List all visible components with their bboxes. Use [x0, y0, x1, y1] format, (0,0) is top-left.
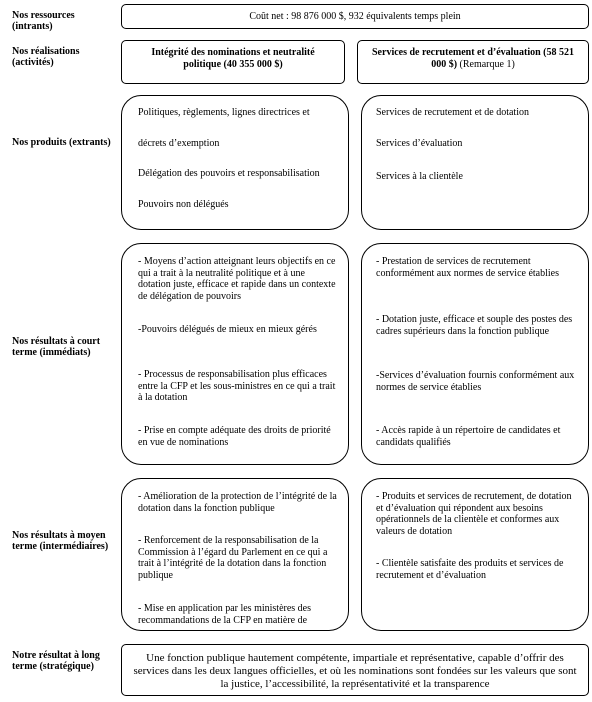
- output-left-item: Pouvoirs non délégués: [138, 199, 229, 210]
- short-term-left-item: - Prise en compte adéquate des droits de priorité en vue de nominations: [138, 425, 331, 448]
- label-court-terme: Nos résultats à court terme (immédiats): [12, 336, 101, 358]
- medium-term-left-item: - Mise en application par les ministères des recommandations de la CFP en matière de: [138, 603, 312, 626]
- activity-recruitment-note: (Remarque 1): [459, 58, 515, 70]
- output-left-item: Délégation des pouvoirs et responsabilisation: [138, 168, 320, 179]
- medium-term-left-box: [121, 478, 349, 631]
- label-moyen-terme: Nos résultats à moyen terme (intermédiaires): [12, 530, 109, 552]
- medium-term-left-item: - Amélioration de la protection de l’intégrité de la dotation dans la fonction publique: [138, 491, 337, 514]
- outputs-left-box: [121, 95, 349, 230]
- long-term-box: [121, 644, 589, 696]
- long-term-text: Une fonction publique hautement compétente, impartiale et représentative, capable d’offrir des services dans les deux langues officielles, et où les nominations sont fondées sur les valeurs que sont la justice, l’accessibilité, la représentativité et la transparence: [133, 652, 577, 690]
- activity-integrity-box: [121, 40, 345, 84]
- activity-recruitment-title: Services de recrutement et d’évaluation (58 521 000 $): [372, 47, 574, 70]
- label-produits: Nos produits (extrants): [12, 137, 111, 148]
- medium-term-right-box: [361, 478, 589, 631]
- short-term-right-item: - Accès rapide à un répertoire de candidates et candidats qualifiés: [376, 425, 561, 448]
- outputs-right-box: [361, 95, 589, 230]
- medium-term-right-item: - Produits et services de recrutement, de dotation et d’évaluation qui répondent aux besoins opérationnels de la clientèle et conformes aux valeurs de dotation: [376, 491, 572, 537]
- short-term-left-item: -Pouvoirs délégués de mieux en mieux gérés: [138, 324, 317, 335]
- output-right-item: Services à la clientèle: [376, 171, 463, 182]
- short-term-right-item: - Prestation de services de recrutement conformément aux normes de service établies: [376, 256, 559, 279]
- activity-recruitment-box: [357, 40, 589, 84]
- output-right-item: Services de recrutement et de dotation: [376, 107, 529, 118]
- medium-term-right-item: - Clientèle satisfaite des produits et services de recrutement et d’évaluation: [376, 558, 564, 581]
- short-term-right-box: [361, 243, 589, 465]
- activity-integrity-title: Intégrité des nominations et neutralité politique (40 355 000 $): [151, 47, 315, 70]
- resources-box: [121, 4, 589, 29]
- short-term-left-item: - Processus de responsabilisation plus efficaces entre la CFP et les sous-ministres en ce qui a trait à la dotation: [138, 369, 336, 403]
- output-left-item: Politiques, règlements, lignes directrices et: [138, 107, 310, 118]
- label-ressources: Nos ressources (intrants): [12, 10, 75, 32]
- short-term-right-item: -Services d’évaluation fournis conformément aux normes de service établies: [376, 370, 575, 393]
- output-left-item: décrets d’exemption: [138, 138, 220, 149]
- short-term-left-box: [121, 243, 349, 465]
- label-long-terme: Notre résultat à long terme (stratégique): [12, 650, 100, 672]
- short-term-left-item: - Moyens d’action atteignant leurs objectifs en ce qui a trait à la neutralité politique et à une dotation juste, efficace et rapide dans un contexte de délégation de pouvoirs: [138, 256, 336, 302]
- short-term-right-item: - Dotation juste, efficace et souple des postes des cadres supérieurs dans la fonction publique: [376, 314, 573, 337]
- output-right-item: Services d’évaluation: [376, 138, 463, 149]
- label-realisations: Nos réalisations (activités): [12, 46, 80, 68]
- medium-term-left-item: - Renforcement de la responsabilisation de la Commission à l’égard du Parlement en ce qui a trait à l’intégrité de la dotation dans la fonction publique: [138, 535, 328, 581]
- resources-text: Coût net : 98 876 000 $, 932 équivalents temps plein: [249, 11, 461, 22]
